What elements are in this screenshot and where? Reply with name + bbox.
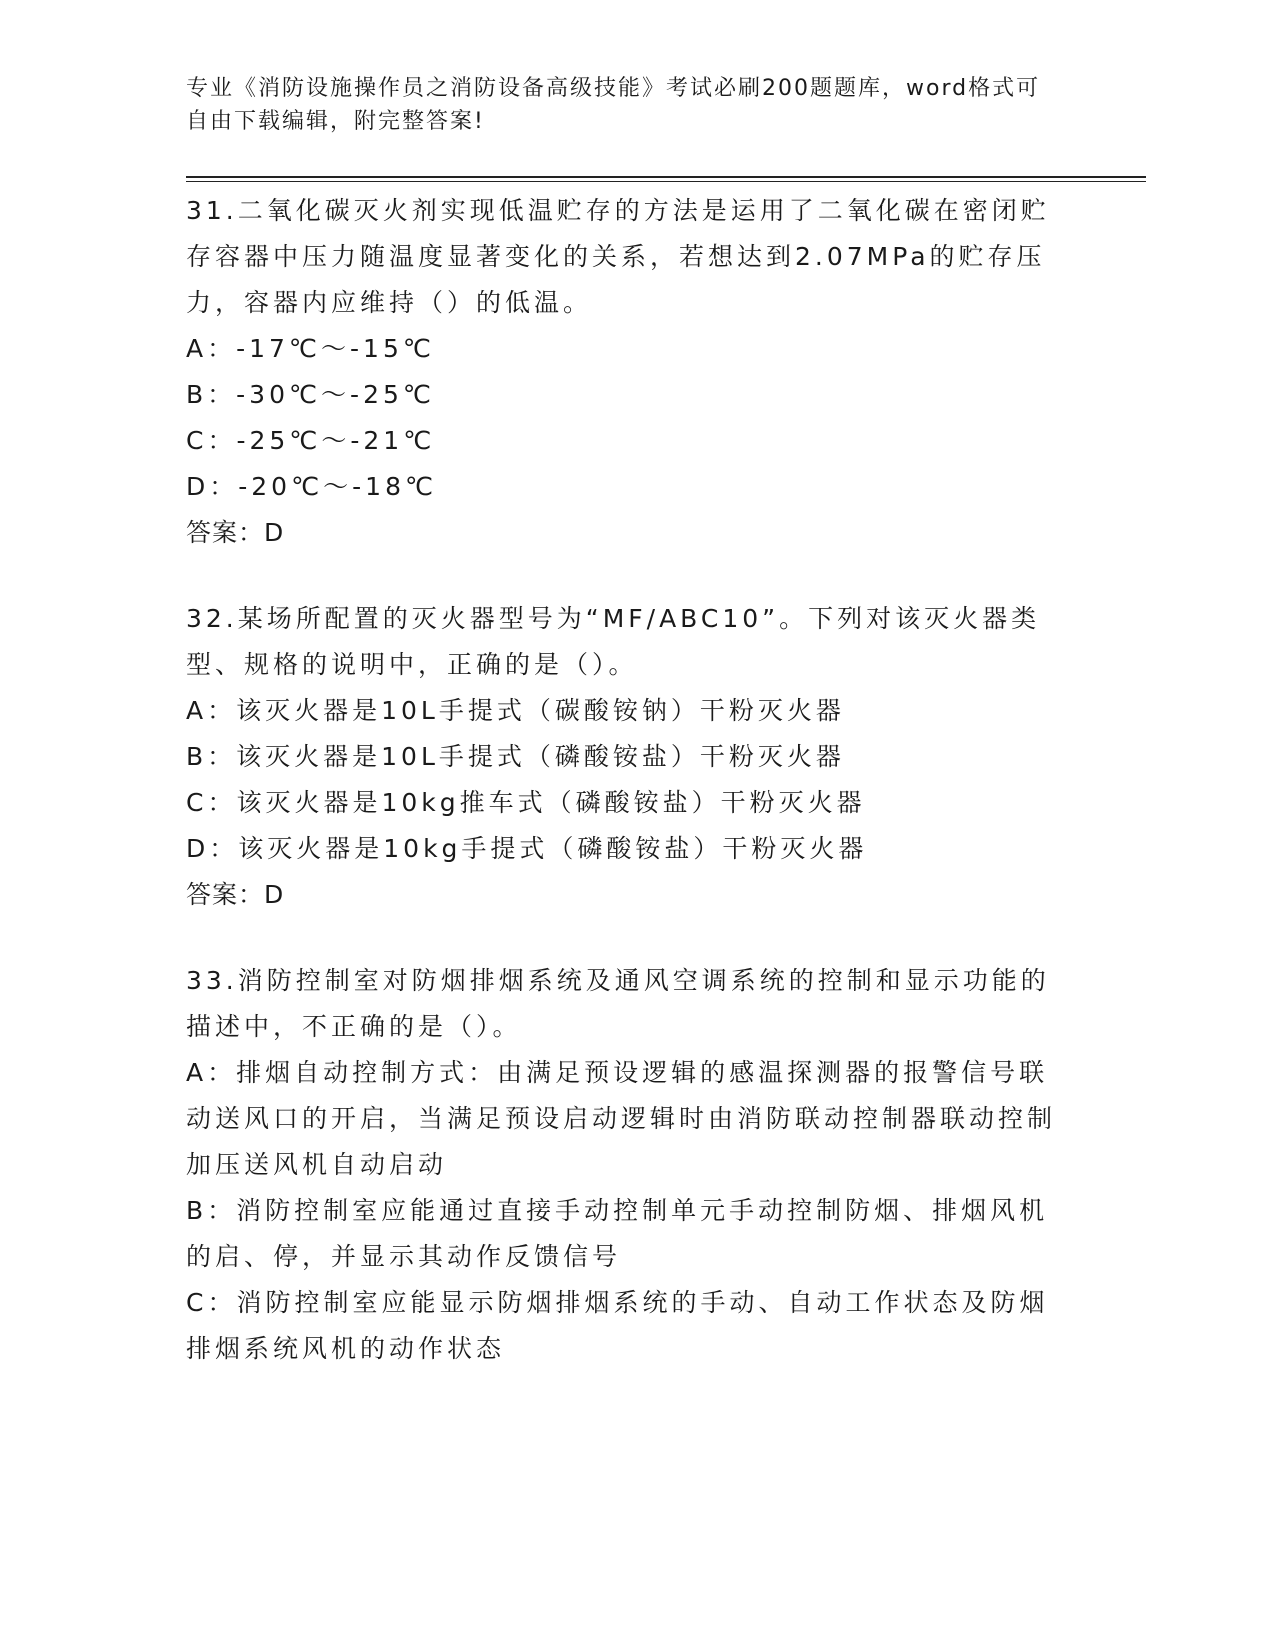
answer: 答案：D [186, 880, 285, 909]
question-31 [186, 188, 1076, 556]
option-a: A：排烟自动控制方式：由满足预设逻辑的感温探测器的报警信号联动送风口的开启，当满足预设启动逻辑时由消防联动控制器联动控制加压送风机自动启动 [186, 1058, 1057, 1179]
option-b: B：-30℃～-25℃ [186, 380, 435, 409]
option-b: B：该灭火器是10L手提式（磷酸铵盐）干粉灭火器 [186, 742, 845, 771]
option-d: D：该灭火器是10kg手提式（磷酸铵盐）干粉灭火器 [186, 834, 868, 863]
question-list [186, 188, 1076, 1412]
option-c: C：该灭火器是10kg推车式（磷酸铵盐）干粉灭火器 [186, 788, 866, 817]
header-divider-thick [186, 176, 1146, 178]
header-line-1: 专业《消防设施操作员之消防设备高级技能》考试必刷200题题库，word格式可 [186, 76, 1041, 101]
question-32 [186, 596, 1076, 918]
option-a: A：该灭火器是10L手提式（碳酸铵钠）干粉灭火器 [186, 696, 845, 725]
question-stem: 33.消防控制室对防烟排烟系统及通风空调系统的控制和显示功能的描述中，不正确的是（）。 [186, 966, 1050, 1041]
option-c: C：-25℃～-21℃ [186, 426, 436, 455]
option-b: B：消防控制室应能通过直接手动控制单元手动控制防烟、排烟风机的启、停，并显示其动作反馈信号 [186, 1196, 1049, 1271]
document-header [186, 72, 1066, 138]
header-divider-thin [186, 181, 1146, 182]
answer: 答案：D [186, 518, 285, 547]
question-stem: 31.二氧化碳灭火剂实现低温贮存的方法是运用了二氧化碳在密闭贮存容器中压力随温度显著变化的关系，若想达到2.07MPa的贮存压力，容器内应维持（）的低温。 [186, 196, 1050, 317]
option-d: D：-20℃～-18℃ [186, 472, 438, 501]
question-33 [186, 958, 1076, 1372]
header-line-2: 自由下载编辑，附完整答案! [186, 109, 485, 134]
option-c: C：消防控制室应能显示防烟排烟系统的手动、自动工作状态及防烟排烟系统风机的动作状态 [186, 1288, 1049, 1363]
question-stem: 32.某场所配置的灭火器型号为“MF/ABC10”。下列对该灭火器类型、规格的说明中，正确的是（）。 [186, 604, 1041, 679]
option-a: A：-17℃～-15℃ [186, 334, 435, 363]
